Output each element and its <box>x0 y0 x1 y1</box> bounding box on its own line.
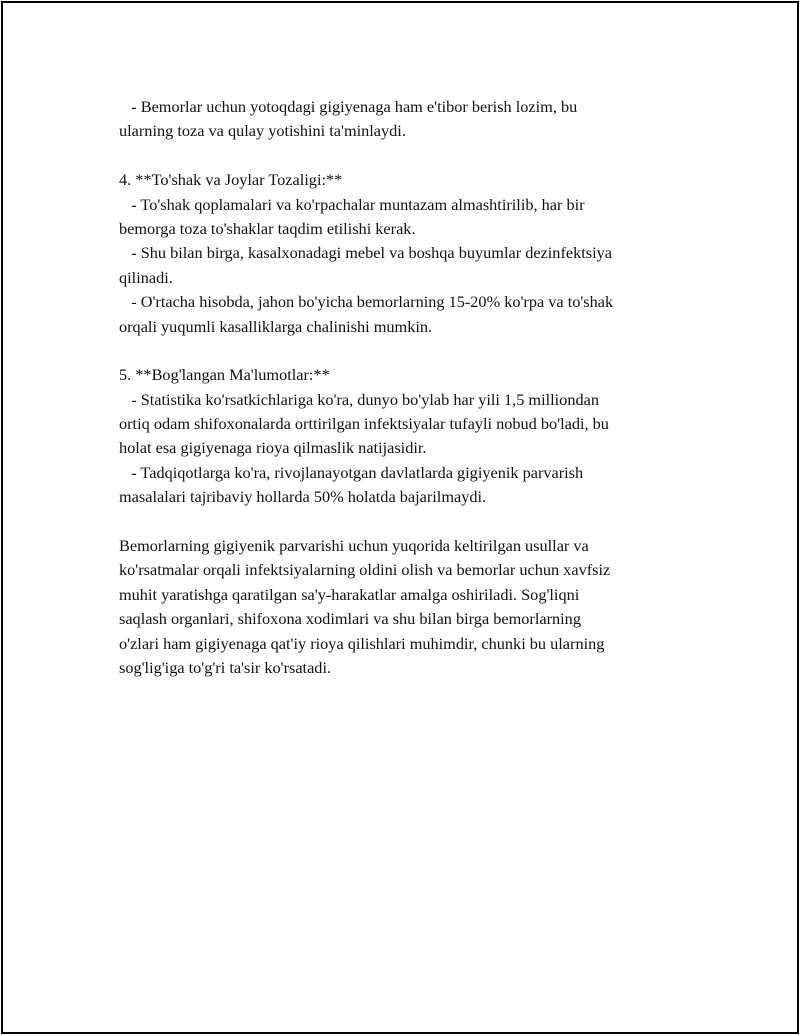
text-line: sog'lig'iga to'g'ri ta'sir ko'rsatadi. <box>119 657 332 677</box>
section-heading: 5. **Bog'langan Ma'lumotlar:** <box>119 365 330 385</box>
text-line: - Statistika ko'rsatkichlariga ko'ra, dunyo bo'ylab har yili 1,5 milliondan <box>119 389 599 409</box>
text-line: - Shu bilan birga, kasalxonadagi mebel va boshqa buyumlar dezinfektsiya <box>119 243 612 263</box>
text-line: ularning toza va qulay yotishini ta'minlaydi. <box>119 121 406 141</box>
text-line: bemorga toza to'shaklar taqdim etilishi kerak. <box>119 218 416 238</box>
text-line: o'zlari ham gigiyenaga qat'iy rioya qilishlari muhimdir, chunki bu ularning <box>119 633 605 653</box>
paragraph-gap <box>119 339 689 363</box>
text-line: Bemorlarning gigiyenik parvarishi uchun yuqorida keltirilgan usullar va <box>119 536 589 556</box>
section-4-bedding-cleanliness <box>119 168 689 339</box>
text-line: - Bemorlar uchun yotoqdagi gigiyenaga ham e'tibor berish lozim, bu <box>119 97 578 116</box>
text-line: ortiq odam shifoxonalarda orttirilgan infektsiyalar tufayli nobud bo'ladi, bu <box>119 414 609 434</box>
text-line: holat esa gigiyenaga rioya qilmaslik natijasidir. <box>119 438 427 458</box>
paragraph-bed-hygiene <box>119 95 689 144</box>
document-page <box>1 1 799 1034</box>
text-line: muhit yaratishga qaratilgan sa'y-harakatlar amalga oshiriladi. Sog'liqni <box>119 584 580 604</box>
section-5-related-data <box>119 363 689 509</box>
text-line: saqlash organlari, shifoxona xodimlari va shu bilan birga bemorlarning <box>119 609 581 629</box>
text-line: ko'rsatmalar orqali infektsiyalarning oldini olish va bemorlar uchun xavfsiz <box>119 560 611 580</box>
document-body <box>119 95 689 680</box>
text-line: - To'shak qoplamalari va ko'rpachalar muntazam almashtirilib, har bir <box>119 194 585 214</box>
text-line: - Tadqiqotlarga ko'ra, rivojlanayotgan davlatlarda gigiyenik parvarish <box>119 462 584 482</box>
section-heading: 4. **To'shak va Joylar Tozaligi:** <box>119 170 343 190</box>
paragraph-gap <box>119 510 689 534</box>
paragraph-conclusion <box>119 534 689 680</box>
text-line: - O'rtacha hisobda, jahon bo'yicha bemorlarning 15-20% ko'rpa va to'shak <box>119 292 614 312</box>
text-line: masalalari tajribaviy hollarda 50% holatda bajarilmaydi. <box>119 487 487 507</box>
text-line: orqali yuqumli kasalliklarga chalinishi mumkin. <box>119 316 433 336</box>
text-line: qilinadi. <box>119 267 173 287</box>
paragraph-gap <box>119 144 689 168</box>
